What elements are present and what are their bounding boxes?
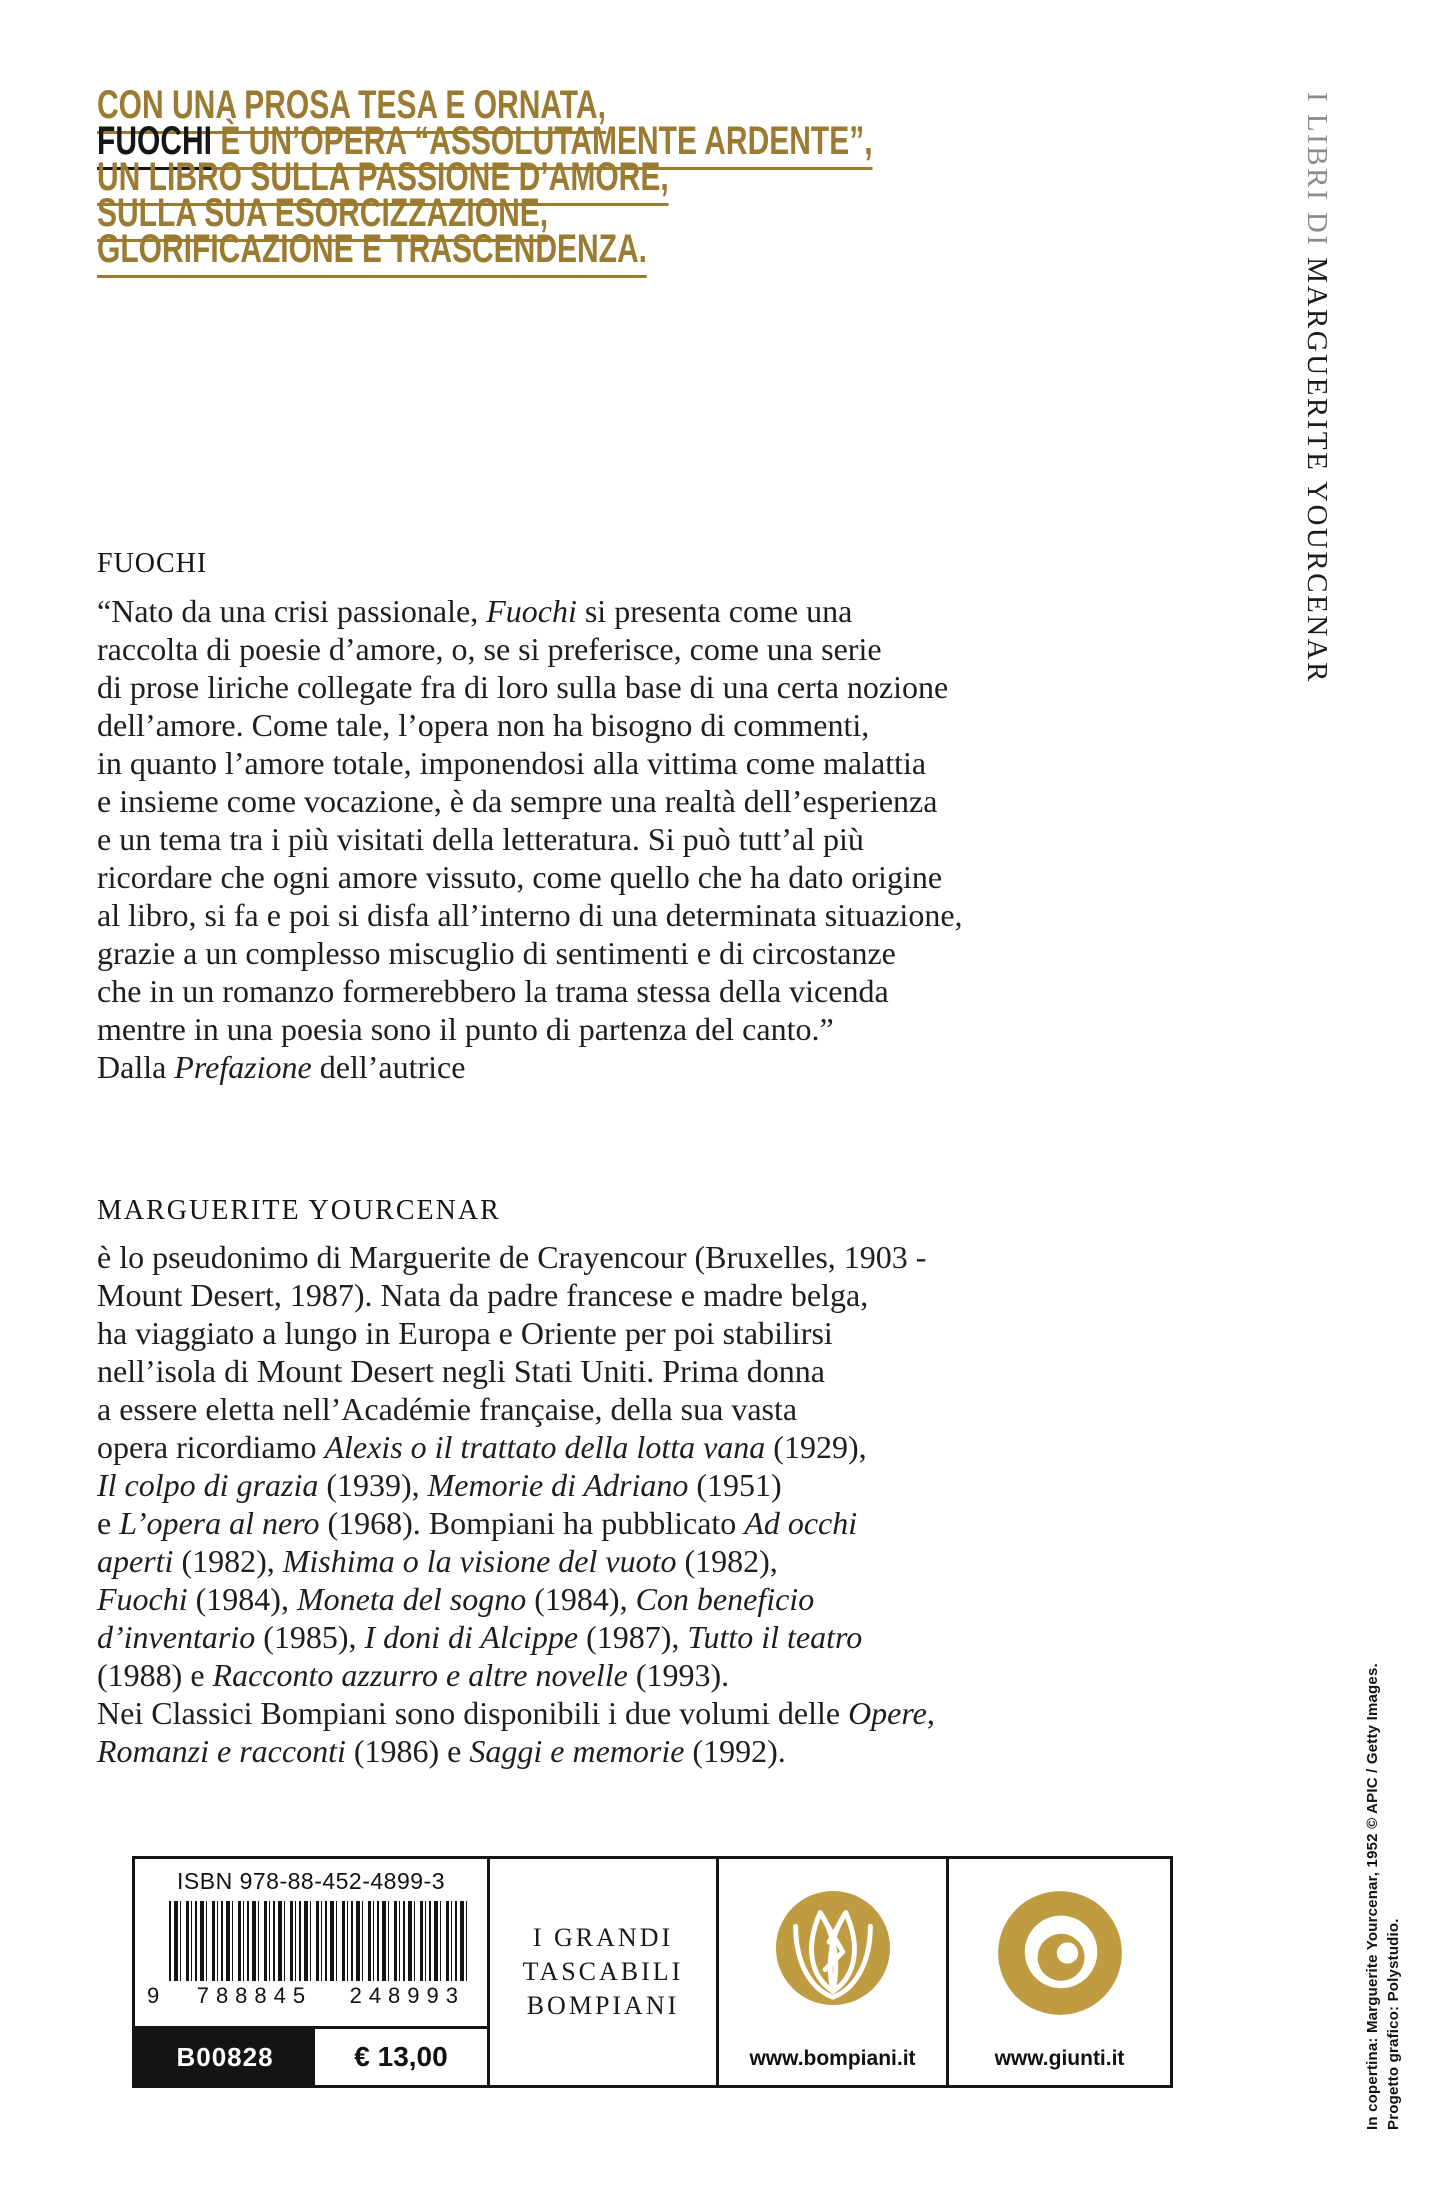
text-segment: al libro, si fa e poi si disfa all’interno di una determinata situazione, [97, 897, 963, 933]
text-segment: Prefazione [174, 1049, 312, 1085]
text-segment: Opere [848, 1695, 927, 1731]
text-segment: (1986) e [345, 1733, 470, 1769]
text-segment: e [97, 1505, 120, 1541]
text-segment: UN LIBRO SULLA PASSIONE D’AMORE, [97, 155, 669, 206]
bompiani-box [716, 1856, 949, 2088]
series-line: I GRANDI [532, 1923, 674, 1952]
text-line [97, 1504, 935, 1542]
product-code: B00828 [135, 2029, 315, 2085]
bio-section-title: MARGUERITE YOURCENAR [97, 1195, 501, 1226]
text-segment: grazie a un complesso miscuglio di sentimenti e di circostanze [97, 935, 896, 971]
text-line [97, 896, 963, 934]
text-line [97, 227, 873, 271]
text-segment: è lo pseudonimo di Marguerite de Crayencour (Bruxelles, 1903 - [97, 1239, 927, 1275]
text-line [97, 1010, 963, 1048]
text-segment: Romanzi e racconti [97, 1733, 346, 1769]
text-segment: aperti [97, 1543, 174, 1579]
text-line [1301, 92, 1333, 684]
isbn-barcode-box [132, 1856, 490, 2088]
text-line [97, 191, 873, 235]
text-segment: (1982), [676, 1543, 778, 1579]
text-line [97, 1428, 935, 1466]
text-line [97, 1466, 935, 1504]
text-segment: e un tema tra i più visitati della letteratura. Si può tutt’al più [97, 821, 864, 857]
text-line [97, 1732, 935, 1770]
text-segment: CON UNA PROSA TESA E ORNATA, [97, 83, 606, 134]
text-segment: Con beneficio [635, 1581, 815, 1617]
photo-credits [1362, 1663, 1404, 2130]
text-segment: opera ricordiamo [97, 1429, 325, 1465]
text-segment: (1929), [765, 1429, 867, 1465]
quote-text [97, 592, 963, 1086]
text-line [97, 1314, 935, 1352]
series-line: BOMPIANI [526, 1991, 680, 2020]
text-segment: dell’amore. Come tale, l’opera non ha bisogno di commenti, [97, 707, 870, 743]
text-segment: Moneta del sogno [296, 1581, 527, 1617]
text-segment: ha viaggiato a lungo in Europa e Oriente per poi stabilirsi [97, 1315, 833, 1351]
text-segment: dell’autrice [311, 1049, 466, 1085]
text-segment: e insieme come vocazione, è da sempre una realtà dell’esperienza [97, 783, 938, 819]
text-segment: Mishima o la visione del vuoto [282, 1543, 677, 1579]
text-line [97, 1580, 935, 1618]
text-segment: Memorie di Adriano [427, 1467, 689, 1503]
text-line [97, 119, 873, 163]
text-segment: GLORIFICAZIONE E TRASCENDENZA. [97, 227, 647, 278]
text-line [97, 83, 873, 127]
text-segment: In copertina: Marguerite Yourcenar, 1952 © APIC / Getty Images. [1364, 1663, 1381, 2130]
headline [97, 83, 873, 271]
text-line [97, 1390, 935, 1428]
text-segment: L’opera al nero [119, 1505, 320, 1541]
text-line [97, 1694, 935, 1732]
text-segment: nell’isola di Mount Desert negli Stati Uniti. Prima donna [97, 1353, 825, 1389]
text-segment: (1984), [187, 1581, 297, 1617]
text-line [97, 1352, 935, 1390]
barcode-digits [147, 1983, 465, 2009]
bompiani-url: www.bompiani.it [749, 2047, 916, 2070]
barcode-digit-group: 9 [147, 1983, 160, 2008]
text-segment: MARGUERITE YOURCENAR [1301, 257, 1333, 684]
isbn-label: ISBN 978-88-452-4899-3 [177, 1868, 445, 1894]
text-segment: in quanto l’amore totale, imponendosi alla vittima come malattia [97, 745, 927, 781]
text-line [97, 820, 963, 858]
text-segment: I LIBRI DI [1301, 92, 1333, 258]
bottom-bar [132, 1856, 1173, 2088]
text-line [97, 706, 963, 744]
text-line [97, 744, 963, 782]
giunti-url: www.giunti.it [994, 2047, 1125, 2070]
text-line [1383, 1663, 1404, 2130]
text-line [97, 1048, 963, 1086]
text-segment: si presenta come una [576, 593, 853, 629]
text-segment: (1992). [684, 1733, 786, 1769]
text-segment: Racconto azzurro e altre novelle [212, 1657, 628, 1693]
text-segment: Saggi e memorie [469, 1733, 685, 1769]
giunti-logo-icon [996, 1889, 1124, 2017]
text-line [97, 934, 963, 972]
price: € 13,00 [354, 2041, 448, 2072]
text-line [97, 1656, 935, 1694]
text-segment: “Nato da una crisi passionale, [97, 593, 487, 629]
text-line [97, 668, 963, 706]
text-line [97, 592, 963, 630]
text-segment: (1984), [526, 1581, 636, 1617]
text-segment: FUOCHI [97, 119, 212, 170]
text-line [97, 782, 963, 820]
text-segment: Ad occhi [744, 1505, 858, 1541]
text-segment: ricordare che ogni amore vissuto, come quello che ha dato origine [97, 859, 943, 895]
text-segment: mentre in una poesia sono il punto di partenza del canto.” [97, 1011, 834, 1047]
text-segment: Tutto il teatro [687, 1619, 863, 1655]
text-segment: Mount Desert, 1987). Nata da padre francese e madre belga, [97, 1277, 869, 1313]
barcode-digit-group: 248993 [349, 1983, 465, 2008]
text-line [97, 858, 963, 896]
text-line [97, 1618, 935, 1656]
text-segment: (1993). [627, 1657, 730, 1693]
text-segment: Alexis o il trattato della lotta vana [324, 1429, 766, 1465]
text-segment: Il colpo di grazia [97, 1467, 319, 1503]
series-line: TASCABILI [522, 1957, 684, 1986]
text-segment: (1985), [255, 1619, 365, 1655]
text-segment: SULLA SUA ESORCIZZAZIONE, [97, 191, 548, 242]
text-segment: (1988) e [97, 1657, 213, 1693]
text-segment: Dalla [97, 1049, 175, 1085]
giunti-box [946, 1856, 1173, 2088]
text-line [97, 1276, 935, 1314]
text-segment: (1951) [688, 1467, 782, 1503]
text-segment: d’inventario [97, 1619, 256, 1655]
text-segment: È UN’OPERA “ASSOLUTAMENTE ARDENTE”, [212, 119, 873, 170]
text-segment: (1939), [318, 1467, 428, 1503]
text-segment: I doni di Alcippe [364, 1619, 579, 1655]
text-segment: Fuochi [486, 593, 577, 629]
text-segment: (1987), [578, 1619, 688, 1655]
spine-title [1300, 92, 1333, 684]
bio-text [97, 1238, 935, 1770]
text-line [97, 1542, 935, 1580]
text-segment: Fuochi [97, 1581, 188, 1617]
barcode [169, 1901, 467, 1981]
text-segment: , [926, 1695, 935, 1731]
isbn-area [135, 1859, 487, 2026]
text-line [97, 1238, 935, 1276]
text-segment: (1982), [173, 1543, 283, 1579]
text-segment: che in un romanzo formerebbero la trama stessa della vicenda [97, 973, 889, 1009]
bompiani-logo-icon [774, 1889, 892, 2007]
series-box [487, 1856, 719, 2088]
text-segment: raccolta di poesie d’amore, o, se si preferisce, come una serie [97, 631, 882, 667]
text-line [97, 972, 963, 1010]
text-segment: Progetto grafico: Polystudio. [1385, 1918, 1402, 2130]
text-segment: di prose liriche collegate fra di loro sulla base di una certa nozione [97, 669, 949, 705]
fuochi-section-title: FUOCHI [97, 548, 208, 579]
text-line [97, 630, 963, 668]
text-segment: Nei Classici Bompiani sono disponibili i due volumi delle [97, 1695, 849, 1731]
barcode-digit-group: 788845 [196, 1983, 313, 2008]
text-segment: a essere eletta nell’Académie française, della sua vasta [97, 1391, 798, 1427]
text-line [1362, 1663, 1383, 2130]
text-segment: (1968). Bompiani ha pubblicato [319, 1505, 745, 1541]
price-row [135, 2026, 487, 2085]
